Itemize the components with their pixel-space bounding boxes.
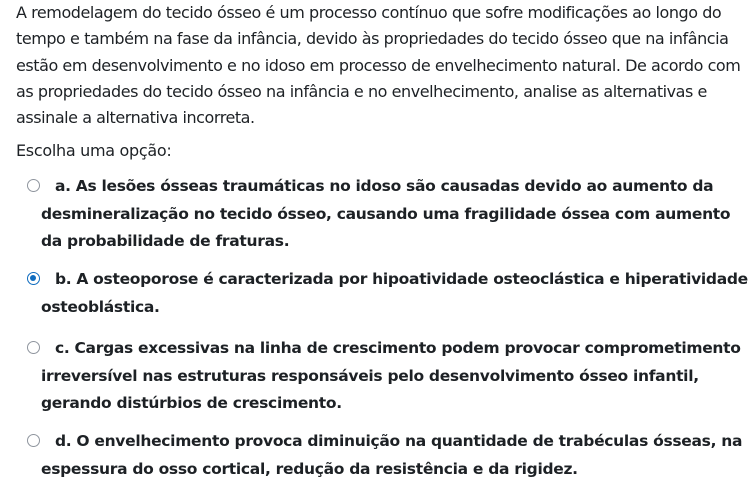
option-a-text — [41, 173, 753, 256]
option-a-letter: a. — [55, 177, 71, 195]
option-c-letter: c. — [55, 339, 70, 357]
question-text: A remodelagem do tecido ósseo é um processo contínuo que sofre modificações ao longo do tempo e também na fase da infância, devido às propriedades do tecido ósseo que na infância estão em desenvolvimento e no idoso em processo de envelhecimento natural. De acordo com as propriedades do tecido ósseo na infância e no envelhecimento, analise as alternativas e assinale a alternativa incorreta. — [16, 3, 741, 128]
option-d-letter: d. — [55, 432, 72, 450]
option-b-label: A osteoporose é caracterizada por hipoatividade osteoclástica e hiperatividade osteoblástica. — [41, 270, 748, 316]
option-d[interactable] — [27, 428, 753, 483]
option-c[interactable] — [27, 335, 753, 417]
radio-button-a[interactable] — [27, 179, 40, 192]
option-b-text — [41, 266, 753, 321]
option-b[interactable] — [27, 266, 753, 321]
choose-option-label: Escolha uma opção: — [16, 141, 172, 160]
option-b-letter: b. — [55, 270, 72, 288]
radio-button-b[interactable] — [27, 272, 40, 285]
option-d-text — [41, 428, 753, 483]
option-c-label: Cargas excessivas na linha de crescimento podem provocar comprometimento irreversível nas estruturas responsáveis pelo desenvolvimento ósseo infantil, gerando distúrbios de crescimento. — [41, 339, 741, 412]
option-a[interactable] — [27, 173, 753, 255]
radio-button-c[interactable] — [27, 341, 40, 354]
option-a-label: As lesões ósseas traumáticas no idoso são causadas devido ao aumento da desmineralização no tecido ósseo, causando uma fragilidade óssea com aumento da probabilidade de fraturas. — [41, 177, 731, 250]
radio-button-d[interactable] — [27, 434, 40, 447]
option-d-label: O envelhecimento provoca diminuição na quantidade de trabéculas ósseas, na espessura do osso cortical, redução da resistência e da rigidez. — [41, 432, 743, 478]
option-c-text — [41, 335, 753, 418]
